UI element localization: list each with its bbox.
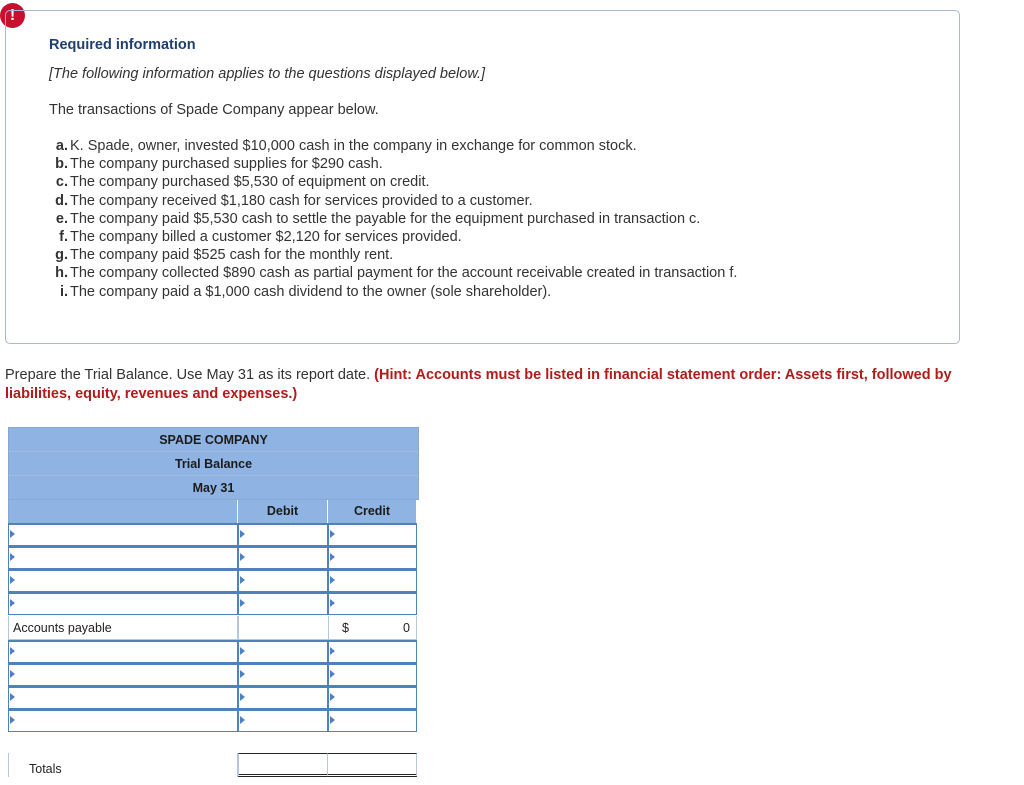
table-row [8,709,419,732]
table-row [8,663,419,686]
company-name: SPADE COMPANY [159,432,268,447]
report-date: May 31 [192,480,235,495]
account-select[interactable] [8,569,238,592]
total-debit [238,753,328,777]
trial-balance-header [8,427,419,500]
table-row [8,523,419,546]
credit-input[interactable] [328,663,417,686]
currency-symbol: $ [342,621,349,635]
transaction-text: The company purchased supplies for $290 cash. [70,156,383,173]
transaction-letter: b. [55,156,68,173]
credit-input[interactable] [328,709,417,732]
debit-input[interactable] [238,640,328,663]
instructions-text: Prepare the Trial Balance. Use May 31 as its report date. [5,367,375,383]
table-row [8,546,419,569]
transaction-text: The company paid a $1,000 cash dividend to the owner (sole shareholder). [70,283,552,300]
transaction-item [49,155,737,173]
statement-title: Trial Balance [174,456,253,471]
account-select[interactable] [8,709,238,732]
credit-input[interactable] [328,686,417,709]
credit-input[interactable] [328,592,417,615]
account-select[interactable] [8,523,238,546]
transaction-list [49,137,737,301]
transaction-letter: i. [59,283,68,300]
transaction-letter: d. [55,192,68,209]
table-row [8,640,419,663]
transaction-text: The company paid $5,530 cash to settle the payable for the equipment purchased in transaction c. [70,210,701,227]
required-information-panel [5,10,960,344]
transaction-text: K. Spade, owner, invested $10,000 cash in the company in exchange for common stock. [70,138,637,154]
transaction-item [49,137,737,155]
debit-input[interactable] [238,709,328,732]
transaction-text: The company purchased $5,530 of equipment on credit. [70,174,430,191]
report-date-row [9,476,418,499]
column-header-row [8,500,419,523]
account-select[interactable] [8,546,238,569]
transaction-letter: e. [55,210,68,227]
required-information-title: Required information [49,37,196,53]
accounts-payable-row [8,616,419,640]
transactions-intro: The transactions of Spade Company appear below. [49,102,379,118]
transaction-item [49,173,737,191]
transaction-letter: h. [55,265,68,282]
transaction-letter: c. [55,174,68,191]
debit-input[interactable] [238,686,328,709]
account-select[interactable] [8,686,238,709]
transaction-letter: g. [55,247,68,264]
table-row [8,592,419,615]
total-credit [328,753,417,777]
credit-input[interactable] [328,523,417,546]
info-subtitle: [The following information applies to the questions displayed below.] [49,66,486,82]
debit-input[interactable] [238,546,328,569]
debit-input[interactable] [238,592,328,615]
table-row [8,686,419,709]
debit-input[interactable] [238,523,328,546]
exclamation-icon: ! [0,3,25,28]
debit-column-header: Debit [238,500,328,523]
accounts-payable-credit-value: 0 [403,621,410,635]
trial-balance-worksheet [8,427,419,777]
accounts-payable-debit [238,616,328,640]
credit-input[interactable] [328,569,417,592]
instructions-hint: (Hint: Accounts must be listed in financial statement order: Assets first, followed by liabilities, equity, revenues and expenses.) [5,367,952,402]
transaction-text: The company billed a customer $2,120 for services provided. [70,229,462,246]
table-row [8,569,419,592]
transaction-item [49,210,737,228]
transaction-item [49,283,737,301]
transaction-letter: f. [59,229,68,246]
credit-column-header: Credit [328,500,417,523]
debit-input[interactable] [238,663,328,686]
transaction-text: The company paid $525 cash for the monthly rent. [70,247,394,264]
transaction-item [49,192,737,210]
account-select[interactable] [8,663,238,686]
account-column-header [8,500,238,523]
totals-row [8,753,419,777]
company-name-row [9,428,418,452]
transaction-item [49,264,737,282]
transaction-letter: a. [55,138,68,154]
account-select[interactable] [8,640,238,663]
transaction-item [49,246,737,264]
account-select[interactable] [8,592,238,615]
credit-input[interactable] [328,640,417,663]
accounts-payable-label: Accounts payable [8,616,238,640]
transaction-text: The company received $1,180 cash for services provided to a customer. [70,192,533,209]
credit-input[interactable] [328,546,417,569]
debit-input[interactable] [238,569,328,592]
transaction-item [49,228,737,246]
statement-title-row [9,452,418,476]
totals-label: Totals [8,753,238,777]
instructions [5,366,965,403]
transaction-text: The company collected $890 cash as partial payment for the account receivable created in transaction f. [70,265,738,282]
accounts-payable-credit [328,616,417,640]
